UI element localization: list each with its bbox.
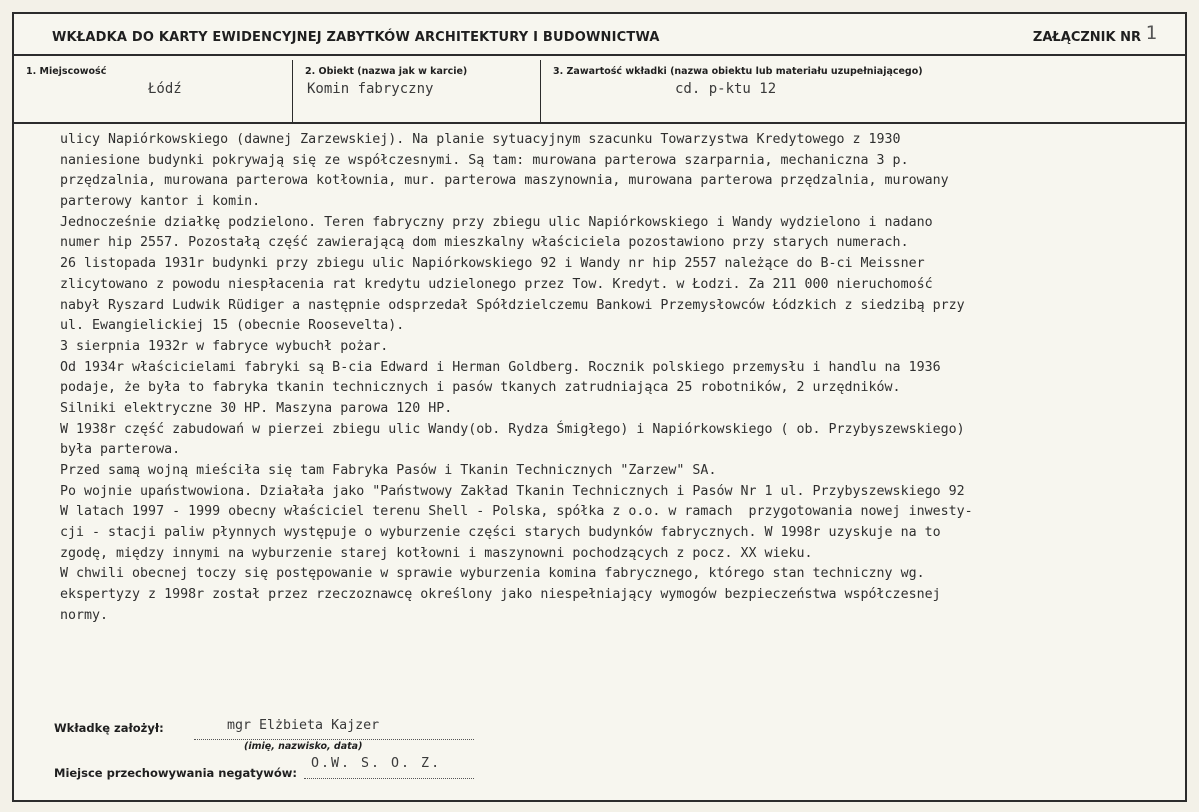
storage-label: Miejsce przechowywania negatywów: — [54, 766, 298, 780]
field-object-value: Komin fabryczny — [307, 81, 434, 97]
form-fields-row — [14, 60, 1185, 124]
body-line: numer hip 2557. Pozostałą część zawierającą dom mieszkalny właściciela pozostawiono przy starych numerach. — [60, 235, 909, 251]
author-value: mgr Elżbieta Kajzer — [227, 718, 380, 733]
field-object-label: 2. Obiekt (nazwa jak w karcie) — [305, 66, 468, 77]
field-contents-value: cd. p-ktu 12 — [675, 81, 777, 97]
body-line: W chwili obecnej toczy się postępowanie w sprawie wyburzenia komina fabrycznego, którego stan techniczny wg. — [60, 566, 925, 582]
storage-dotted-line — [304, 778, 474, 779]
body-line: podaje, że była to fabryka tkanin technicznych i pasów tkanych zatrudniająca 25 robotników, 2 urzędników. — [60, 380, 901, 396]
field-contents-label: 3. Zawartość wkładki (nazwa obiektu lub materiału uzupełniającego) — [553, 66, 923, 77]
field-contents — [541, 60, 1185, 122]
body-line: Od 1934r właścicielami fabryki są B-cia Edward i Herman Goldberg. Rocznik polskiego przemysłu i handlu na 1936 — [60, 359, 941, 375]
field-place — [14, 60, 293, 122]
body-line: parterowy kantor i komin. — [60, 194, 261, 210]
body-line: W latach 1997 - 1999 obecny właściciel terenu Shell - Polska, spółka z o.o. w ramach przygotowania nowej inwesty- — [60, 504, 973, 520]
author-label: Wkładkę założył: — [54, 721, 164, 735]
card-header — [14, 14, 1185, 56]
author-caption: (imię, nazwisko, data) — [244, 741, 363, 752]
inventory-card-insert — [12, 12, 1187, 802]
body-line: naniesione budynki pokrywają się ze współczesnymi. Są tam: murowana parterowa szarparnia, mechaniczna 3 p. — [60, 152, 909, 168]
annex-label: ZAŁĄCZNIK NR — [1032, 30, 1141, 45]
typed-body-text — [60, 130, 1182, 627]
body-line: ulicy Napiórkowskiego (dawnej Zarzewskiej). Na planie sytuacyjnym szacunku Towarzystwa Kredytowego z 1930 — [60, 132, 901, 147]
storage-value: O.W. S. O. Z. — [311, 756, 442, 771]
body-line: 26 listopada 1931r budynki przy zbiegu ulic Napiórkowskiego 92 i Wandy nr hip 2557 należące do B-ci Meissner — [60, 256, 925, 272]
body-line: Po wojnie upaństwowiona. Działała jako "Państwowy Zakład Tkanin Technicznych i Pasów Nr 1 ul. Przybyszewskiego 92 — [60, 483, 965, 499]
body-line: zgodę, między innymi na wyburzenie starej kotłowni i maszynowni pochodzących z pocz. XX wieku. — [60, 545, 813, 561]
form-title: WKŁADKA DO KARTY EWIDENCYJNEJ ZABYTKÓW ARCHITEKTURY I BUDOWNICTWA — [52, 30, 660, 45]
body-line: Jednocześnie działkę podzielono. Teren fabryczny przy zbiegu ulic Napiórkowskiego i Wandy wydzielono i nadano — [60, 214, 933, 230]
body-line: nabył Ryszard Ludwik Rüdiger a następnie odsprzedał Spółdzielczemu Bankowi Przemysłowców Łódzkich z siedzibą przy — [60, 297, 965, 313]
body-line: ul. Ewangielickiej 15 (obecnie Roosevelta). — [60, 318, 405, 334]
body-line: ekspertyzy z 1998r został przez rzeczoznawcę określony jako niespełniający wymogów bezpieczeństwa współczesnej — [60, 587, 941, 603]
body-line: była parterowa. — [60, 442, 181, 458]
field-object — [293, 60, 541, 122]
annex-number: 1 — [1145, 22, 1157, 44]
body-line: Silniki elektryczne 30 HP. Maszyna parowa 120 HP. — [60, 400, 453, 416]
body-line: cji - stacji paliw płynnych występuje o wyburzenie części starych budynków fabrycznych. W 1998r uzyskuje na to — [60, 525, 941, 541]
author-dotted-line — [194, 739, 474, 740]
body-line: zlicytowano z powodu niespłacenia rat kredytu udzielonego przez Tow. Kredyt. w Łodzi. Za 211 000 nieruchomość — [60, 276, 933, 292]
body-line: normy. — [60, 607, 109, 623]
body-line: 3 sierpnia 1932r w fabryce wybuchł pożar. — [60, 338, 389, 354]
body-line: przędzalnia, murowana parterowa kotłownia, mur. parterowa maszynownia, murowana parterowa przędzalnia, murowany — [60, 173, 949, 189]
field-place-value: Łódź — [148, 81, 182, 97]
field-place-label: 1. Miejscowość — [26, 66, 107, 77]
body-line: W 1938r część zabudowań w pierzei zbiegu ulic Wandy(ob. Rydza Śmigłego) i Napiórkowskiego ( ob. Przybyszewskiego) — [60, 421, 965, 437]
body-line: Przed samą wojną mieściła się tam Fabryka Pasów i Tkanin Technicznych "Zarzew" SA. — [60, 463, 717, 478]
